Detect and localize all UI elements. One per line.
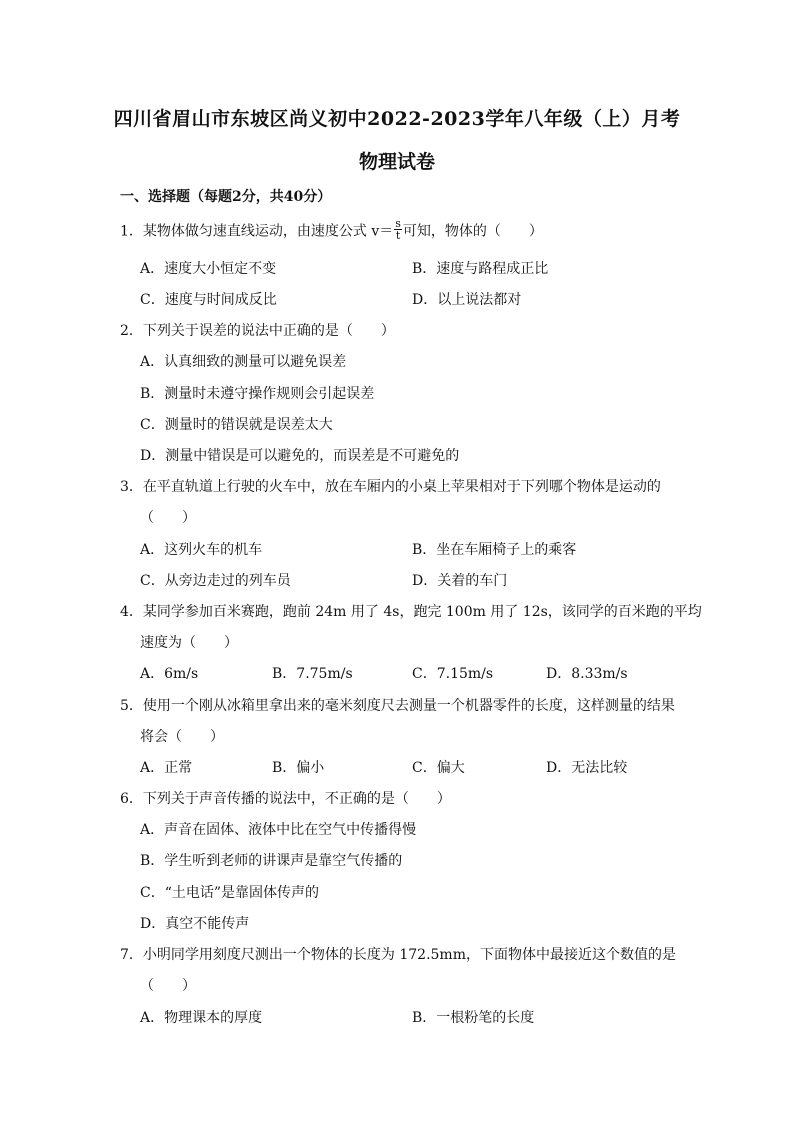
q7-option-b: B．一根粉笔的长度 xyxy=(412,1010,535,1026)
q1-option-a: A．速度大小恒定不变 xyxy=(140,261,277,277)
q3-option-c: C．从旁边走过的列车员 xyxy=(140,573,291,589)
question-1-stem xyxy=(120,217,543,243)
q4-option-c: C．7.15m/s xyxy=(412,666,494,682)
question-4-stem: 4．某同学参加百米赛跑，跑前 24m 用了 4s，跑完 100m 用了 12s，该同学的百米跑的平均 xyxy=(120,604,702,620)
q1-option-c: C．速度与时间成反比 xyxy=(140,292,277,308)
question-7-stem: 7．小明同学用刻度尺测出一个物体的长度为 172.5mm，下面物体中最接近这个数值的是 xyxy=(120,947,676,963)
q5-option-b: B．偏小 xyxy=(272,760,325,776)
q6-option-c: C．“土电话”是靠固体传声的 xyxy=(140,885,320,901)
q1-stem-after: 可知，物体的（ ） xyxy=(402,223,543,240)
fraction-denominator: t xyxy=(395,229,401,242)
q1-option-b: B．速度与路程成正比 xyxy=(412,261,549,277)
q2-option-b: B．测量时未遵守操作规则会引起误差 xyxy=(140,386,375,402)
q3-option-d: D．关着的车门 xyxy=(412,573,508,589)
question-6-stem: 6．下列关于声音传播的说法中，不正确的是（ ） xyxy=(120,791,451,807)
q4-option-b: B．7.75m/s xyxy=(272,666,353,682)
q2-option-c: C．测量时的错误就是误差太大 xyxy=(140,417,333,433)
question-5-stem: 5．使用一个刚从冰箱里拿出来的毫米刻度尺去测量一个机器零件的长度，这样测量的结果 xyxy=(120,698,675,714)
question-4-stem-cont: 速度为（ ） xyxy=(140,635,238,651)
fraction-numerator: s xyxy=(395,217,401,230)
q4-option-d: D．8.33m/s xyxy=(546,666,628,682)
q7-option-a: A．物理课本的厚度 xyxy=(140,1010,263,1026)
q3-option-a: A．这列火车的机车 xyxy=(140,542,263,558)
exam-title-line1: 四川省眉山市东坡区尚义初中2022-2023学年八年级（上）月考 xyxy=(113,108,681,130)
question-7-stem-cont: （ ） xyxy=(140,978,196,994)
q1-option-d: D．以上说法都对 xyxy=(412,292,522,308)
question-3-stem-cont: （ ） xyxy=(140,510,196,526)
q6-option-a: A．声音在固体、液体中比在空气中传播得慢 xyxy=(140,822,417,838)
question-5-stem-cont: 将会（ ） xyxy=(140,729,224,745)
exam-title-line2: 物理试卷 xyxy=(358,151,435,173)
q3-option-b: B．坐在车厢椅子上的乘客 xyxy=(412,542,577,558)
q5-option-a: A．正常 xyxy=(140,760,193,776)
q5-option-d: D．无法比较 xyxy=(546,760,628,776)
question-2-stem: 2．下列关于误差的说法中正确的是（ ） xyxy=(120,323,395,339)
q2-option-d: D．测量中错误是可以避免的，而误差是不可避免的 xyxy=(140,448,460,464)
q6-option-d: D．真空不能传声 xyxy=(140,916,250,932)
question-3-stem: 3．在平直轨道上行驶的火车中，放在车厢内的小桌上苹果相对于下列哪个物体是运动的 xyxy=(120,479,661,495)
q1-stem-before: 1．某物体做匀速直线运动，由速度公式 v＝ xyxy=(120,223,394,240)
q4-option-a: A．6m/s xyxy=(140,666,199,682)
section-heading: 一、选择题（每题2分，共40分） xyxy=(120,189,332,205)
q5-option-c: C．偏大 xyxy=(412,760,465,776)
q6-option-b: B．学生听到老师的讲课声是靠空气传播的 xyxy=(140,853,403,869)
q2-option-a: A．认真细致的测量可以避免误差 xyxy=(140,354,347,370)
velocity-fraction xyxy=(394,218,402,241)
